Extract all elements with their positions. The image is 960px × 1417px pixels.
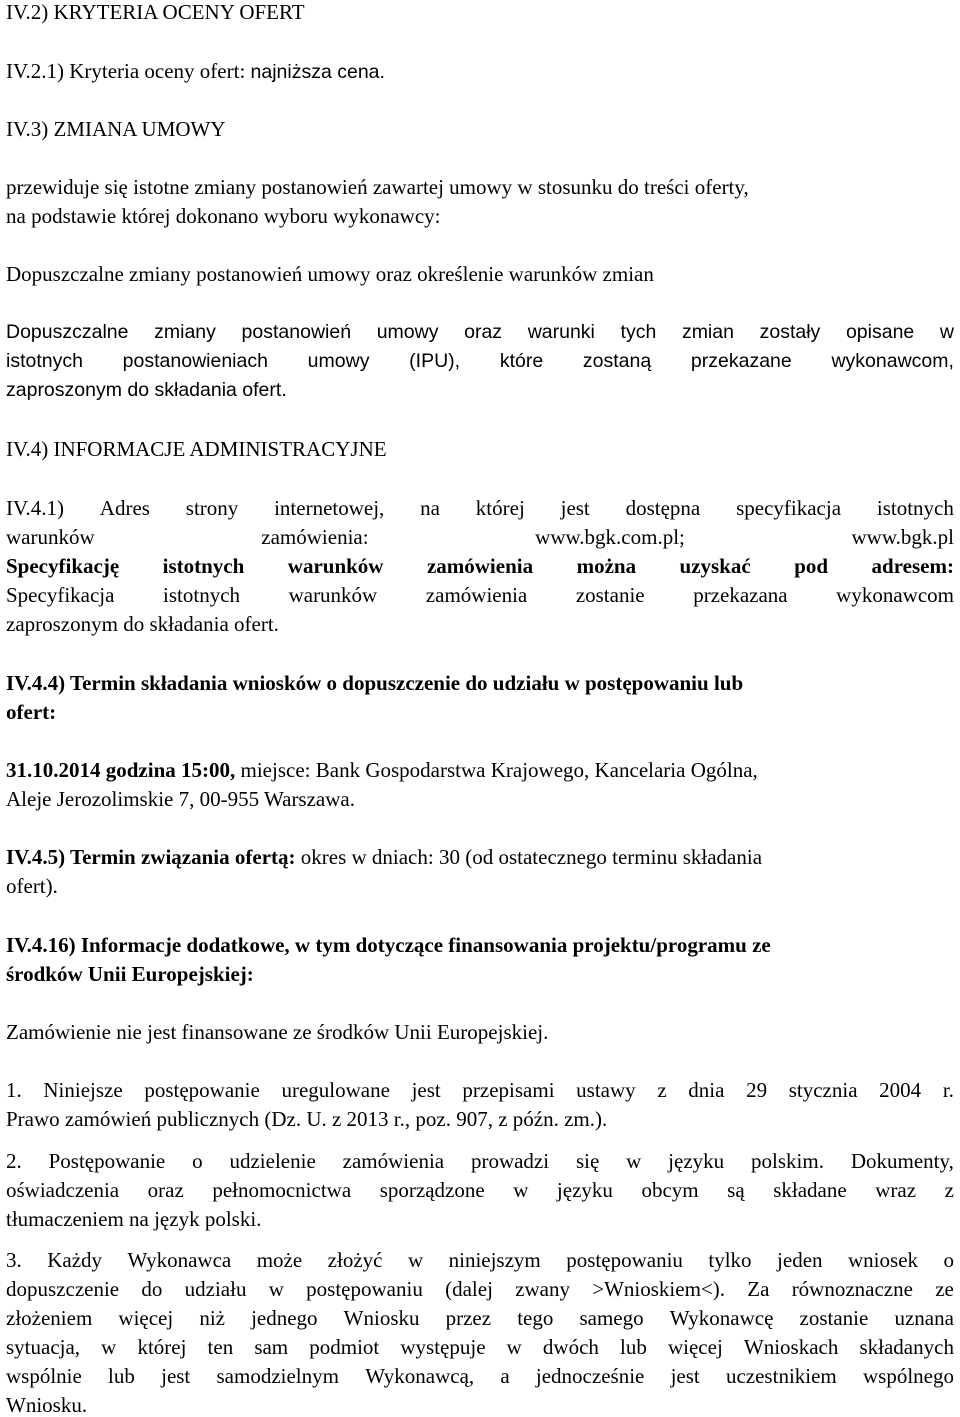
word: 1. (6, 1078, 22, 1102)
word: umowy (307, 350, 370, 372)
word: strony (185, 496, 239, 520)
zwiazanie-line-2: ofert). (6, 874, 58, 898)
paragraph-3-line-2 (6, 1279, 954, 1300)
word: na (420, 496, 440, 520)
termin-heading-line-1: IV.4.4) Termin składania wniosków o dopuszczenie do udziału w postępowaniu lub (6, 671, 744, 695)
zwiazanie-line-1 (6, 847, 762, 868)
word: uznana (894, 1306, 954, 1330)
word: 3. (6, 1248, 22, 1272)
word: Specyfikacja (6, 583, 115, 607)
word: >Wnioskiem<). (592, 1277, 725, 1301)
word: do (141, 1277, 163, 1301)
word: specyfikacja (736, 496, 842, 520)
zmiana-text-line-2 (6, 352, 954, 372)
word: oświadczenia (6, 1178, 120, 1202)
word: istotnych (162, 554, 245, 578)
word: tego (517, 1306, 554, 1330)
word: w (939, 321, 954, 343)
word: stycznia (788, 1078, 858, 1102)
info-heading-line-2: środków Unii Europejskiej: (6, 962, 254, 986)
word: polskim. (751, 1149, 824, 1173)
word: (dalej (445, 1277, 493, 1301)
word: opisane (845, 321, 915, 343)
paragraph-2-line-3: tłumaczeniem na język polski. (6, 1207, 262, 1231)
word: zamówienia: (261, 525, 369, 549)
word: samodzielnym (216, 1364, 339, 1388)
word: wspólnego (862, 1364, 954, 1388)
word: występuje (400, 1335, 486, 1359)
word: udziału (184, 1277, 247, 1301)
word: podmiot (309, 1335, 380, 1359)
word: a (500, 1364, 510, 1388)
word: jest (161, 1364, 191, 1388)
word: jest (411, 1078, 441, 1102)
word: wykonawcom, (831, 350, 954, 372)
zmiana-subheading: Dopuszczalne zmiany postanowień umowy oraz określenie warunków zmian (6, 262, 654, 286)
word: może (256, 1248, 303, 1272)
termin-line-2: Aleje Jerozolimskie 7, 00-955 Warszawa. (6, 787, 355, 811)
word: prowadzi (470, 1149, 550, 1173)
word: zwany (515, 1277, 570, 1301)
word: sytuacja, (6, 1335, 81, 1359)
paragraph-1-line-1 (6, 1080, 954, 1101)
word: pod (794, 554, 829, 578)
word: uzyskać (679, 554, 751, 578)
word: postanowień (241, 321, 352, 343)
word: adresem: (871, 554, 954, 578)
word: składanych (859, 1335, 954, 1359)
word: w (407, 1248, 424, 1272)
word: postępowanie (144, 1078, 260, 1102)
word: zostały (759, 321, 821, 343)
word: Dokumenty, (850, 1149, 954, 1173)
adres-line-1 (6, 498, 954, 519)
word: Niniejsze (43, 1078, 123, 1102)
word: Wnioskach (743, 1335, 839, 1359)
word: w (101, 1335, 117, 1359)
spec-text-line-1 (6, 585, 954, 606)
zmiana-text-line-3: zaproszonym do składania ofert. (6, 379, 287, 401)
word: się (575, 1149, 600, 1173)
adres-line-2 (6, 527, 954, 548)
word: istotnych (876, 496, 954, 520)
word: w (506, 1335, 522, 1359)
paragraph-2-line-1 (6, 1151, 954, 1172)
word: równoznaczne (791, 1277, 913, 1301)
word: www.bgk.com.pl; (535, 525, 685, 549)
word: wniosek (848, 1248, 919, 1272)
word: w (626, 1149, 642, 1173)
spec-label-line (6, 556, 954, 577)
paragraph-3-line-1 (6, 1250, 954, 1271)
word: oraz (464, 321, 503, 343)
word: IV.4.1) (6, 496, 64, 520)
info-text: Zamówienie nie jest finansowane ze środków Unii Europejskiej. (6, 1020, 549, 1044)
word: Wykonawca (127, 1248, 232, 1272)
word: umowy (376, 321, 439, 343)
zmiana-line-1: przewiduje się istotne zmiany postanowień zawartej umowy w stosunku do treści oferty, (6, 175, 749, 199)
section-heading-kryteria: IV.2) KRYTERIA OCENY OFERT (6, 0, 305, 24)
word: niniejszym (448, 1248, 541, 1272)
section-heading-zmiana: IV.3) ZMIANA UMOWY (6, 117, 226, 141)
word: więcej (667, 1335, 723, 1359)
word: wykonawcom (836, 583, 954, 607)
word: jest (670, 1364, 700, 1388)
word: warunki (527, 321, 595, 343)
paragraph-3-line-4 (6, 1337, 954, 1358)
word: Dopuszczalne (6, 321, 129, 343)
word: języku (556, 1178, 613, 1202)
word: Specyfikację (6, 554, 120, 578)
paragraph-3-line-5 (6, 1366, 954, 1387)
word: uczestnikiem (725, 1364, 837, 1388)
word: zmiany (154, 321, 216, 343)
word: języku (668, 1149, 725, 1173)
word: o (192, 1149, 203, 1173)
word: ze (935, 1277, 954, 1301)
word: której (475, 496, 525, 520)
word: Wykonawcę (669, 1306, 774, 1330)
word: wspólnie (6, 1364, 82, 1388)
paragraph-2-line-2 (6, 1180, 954, 1201)
word: zostanie (575, 583, 645, 607)
info-heading-line-1: IV.4.16) Informacje dodatkowe, w tym dotyczące finansowania projektu/programu ze (6, 933, 771, 957)
word: 29 (746, 1078, 768, 1102)
section-heading-admin: IV.4) INFORMACJE ADMINISTRACYJNE (6, 437, 387, 461)
termin-date: 31.10.2014 godzina 15:00, (6, 758, 236, 782)
word: (IPU), (409, 350, 461, 372)
word: Adres (99, 496, 150, 520)
word: ustawy (576, 1078, 636, 1102)
word: niż (199, 1306, 225, 1330)
word: Postępowanie (48, 1149, 166, 1173)
word: więcej (118, 1306, 174, 1330)
word: 2. (6, 1149, 22, 1173)
word: o (943, 1248, 954, 1272)
word: w (513, 1178, 529, 1202)
word: uregulowane (281, 1078, 390, 1102)
word: internetowej, (274, 496, 385, 520)
word: dwóch (542, 1335, 599, 1359)
word: tych (620, 321, 657, 343)
kryteria-row (6, 61, 385, 83)
word: postanowieniach (122, 350, 268, 372)
word: Za (747, 1277, 770, 1301)
zmiana-line-2: na podstawie której dokonano wyboru wykonawcy: (6, 204, 441, 228)
word: sporządzone (379, 1178, 485, 1202)
word: które (499, 350, 544, 372)
word: warunków (6, 525, 95, 549)
word: składane (773, 1178, 847, 1202)
word: istotnych (6, 350, 83, 372)
word: istotnych (163, 583, 241, 607)
word: złożyć (327, 1248, 383, 1272)
zwiazanie-value: okres w dniach: 30 (od ostatecznego terminu składania (300, 845, 763, 869)
word: jednocześnie (535, 1364, 645, 1388)
termin-line-1 (6, 760, 758, 781)
word: www.bgk.pl (851, 525, 954, 549)
word: Wykonawcą, (365, 1364, 475, 1388)
word: przekazane (690, 350, 792, 372)
word: jednego (251, 1306, 318, 1330)
word: tylko (708, 1248, 752, 1272)
word: udzielenie (229, 1149, 316, 1173)
word: jeden (777, 1248, 823, 1272)
word: przekazana (693, 583, 788, 607)
termin-place: miejsce: Bank Gospodarstwa Krajowego, Kancelaria Ogólna, (240, 758, 758, 782)
kryteria-value: najniższa cena. (250, 61, 385, 83)
word: lub (620, 1335, 647, 1359)
word: postępowaniu (306, 1277, 423, 1301)
word: warunków (287, 554, 384, 578)
word: złożeniem (6, 1306, 93, 1330)
spec-text-line-2: zaproszonym do składania ofert. (6, 612, 279, 636)
word: z (944, 1178, 954, 1202)
word: 2004 (879, 1078, 922, 1102)
word: dostępna (625, 496, 701, 520)
word: przez (445, 1306, 492, 1330)
word: warunków (288, 583, 378, 607)
paragraph-1-line-2: Prawo zamówień publicznych (Dz. U. z 2013 r., poz. 907, z późn. zm.). (6, 1107, 608, 1131)
word: oraz (147, 1178, 184, 1202)
word: zostaną (582, 350, 652, 372)
word: lub (108, 1364, 135, 1388)
word: wraz (875, 1178, 917, 1202)
word: dnia (688, 1078, 725, 1102)
word: r. (942, 1078, 954, 1102)
word: zostanie (799, 1306, 869, 1330)
word: z (657, 1078, 667, 1102)
word: pełnomocnictwa (212, 1178, 352, 1202)
paragraph-3-line-3 (6, 1308, 954, 1329)
word: można (576, 554, 637, 578)
word: przepisami (462, 1078, 555, 1102)
kryteria-label: IV.2.1) Kryteria oceny ofert: (6, 59, 246, 83)
word: samego (579, 1306, 644, 1330)
word: dopuszczenie (6, 1277, 120, 1301)
termin-heading-line-2: ofert: (6, 700, 57, 724)
word: są (727, 1178, 745, 1202)
word: zamówienia (425, 583, 528, 607)
zmiana-text-line-1 (6, 323, 954, 343)
word: sam (254, 1335, 289, 1359)
word: zmian (681, 321, 734, 343)
zwiazanie-label: IV.4.5) Termin związania ofertą: (6, 845, 296, 869)
word: Wniosku (343, 1306, 420, 1330)
word: jest (560, 496, 590, 520)
paragraph-3-line-6: Wniosku. (6, 1393, 88, 1417)
word: zamówienia (342, 1149, 445, 1173)
word: ten (207, 1335, 234, 1359)
word: w (268, 1277, 284, 1301)
word: zamówienia (426, 554, 534, 578)
word: której (137, 1335, 187, 1359)
word: postępowaniu (566, 1248, 683, 1272)
word: Każdy (47, 1248, 103, 1272)
word: obcym (641, 1178, 699, 1202)
